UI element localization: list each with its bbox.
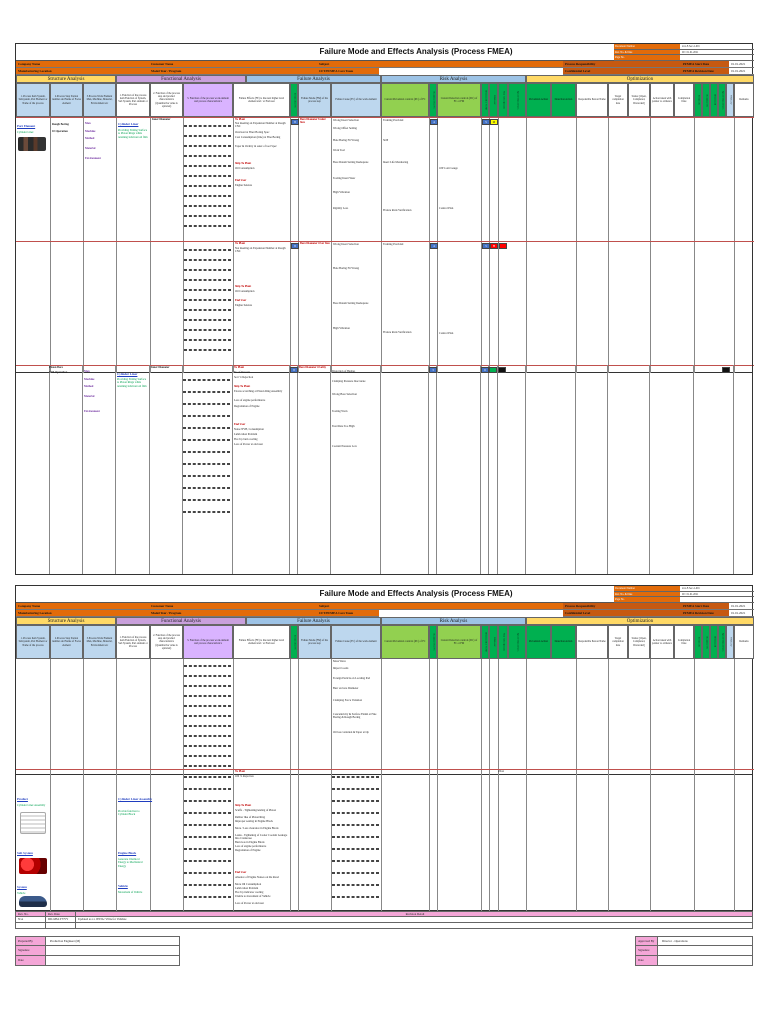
col-header: Severity (S) xyxy=(694,83,702,117)
effect-item: Taper & Ovality in outer of tool Spec xyxy=(235,145,277,148)
risk-analysis-header: Risk Analysis xyxy=(381,617,526,625)
detection-control: Control Plan xyxy=(439,332,454,335)
col-header: 2. Function of the process step and product characteristics (Quantitative value is optional) xyxy=(150,625,183,659)
failure-cause: Feed Rate Too High xyxy=(332,425,355,428)
failure-cause: Clamping Force Variation xyxy=(333,699,362,702)
product-label: Product xyxy=(17,797,28,801)
failure-cause: Burr on bore Diameter xyxy=(333,687,359,690)
function-engine: Generate Chemical Energy to Mechanical Energy xyxy=(118,858,143,868)
col-header: 2.Process Step Station number and Name of Focus element xyxy=(50,625,83,659)
start-date-value: 01.01.2021 xyxy=(729,61,754,68)
effect-item: Lubrication Problem xyxy=(234,433,258,436)
work-element-man: Man xyxy=(84,370,90,373)
effect-item: Fire Up indicator cooling xyxy=(235,891,264,894)
confidential-level-label: Confidential Level xyxy=(563,68,681,75)
functional-analysis-header: Functional Analysis xyxy=(116,617,246,625)
failure-cause: Coolant Pressure Low xyxy=(332,445,357,448)
col-header: 2.Process Step Station number and Name of Focus element xyxy=(50,83,83,117)
process-step-piston-bore: Piston Bore xyxy=(49,366,63,369)
meta-value: 00 / 01.01.2021 xyxy=(682,50,699,54)
col-header: Current Detection controls (DC) of FC or FM xyxy=(437,83,481,117)
col-header: Failure Effects (FE) to the next higher level element and / or End user xyxy=(233,625,290,659)
prepared-by-label: Prepared By xyxy=(16,937,46,945)
date-value[interactable] xyxy=(46,956,179,965)
col-header: Special Characteristics xyxy=(718,83,726,117)
col-header: Special Characteristics xyxy=(718,625,726,659)
severity-value: 8 xyxy=(290,367,298,373)
col-header: PFMEA AP xyxy=(489,625,498,659)
col-header: Target completion date xyxy=(608,83,628,117)
document-meta xyxy=(614,44,754,61)
col-header: Special Characteristics xyxy=(508,83,526,117)
effect-item: Not meeting an Expansion Number at Rough CNC xyxy=(235,122,286,129)
col-header: Failure Cause (FC) of the work element xyxy=(331,83,381,117)
failure-cause: Concentricity & Surface Finish at Fine Boring & Rough Boring xyxy=(333,713,377,720)
work-element-environment: Environment xyxy=(85,157,101,160)
effect-header: End User xyxy=(234,423,246,426)
effect-item: Loss of engine performance xyxy=(235,845,267,848)
effect-header: End User xyxy=(235,299,247,302)
effect-item: Not meeting an Expansion Number at Rough CNC xyxy=(235,247,286,254)
col-header: Occurrence (O) of FC xyxy=(429,625,437,659)
sub-system-label: Sub System xyxy=(17,851,33,855)
effect-item: Degradation of Engine xyxy=(235,849,261,852)
meta-key: Page No. xyxy=(614,597,680,602)
col-header: 1. Process Item System, Subsystem, Part Element or Name of the process xyxy=(16,625,50,659)
ap-value: M xyxy=(490,119,498,125)
failure-cause: Tooling Worn xyxy=(332,410,348,413)
effect-item: Burn Gas in Engine Block xyxy=(235,841,265,844)
failure-mode: Bore Diameter Under Size xyxy=(300,118,326,125)
fmea-body-block-4 xyxy=(15,768,753,911)
document-meta xyxy=(614,586,754,603)
col-header: Severity (S) of FE xyxy=(290,83,298,117)
effect-header: To Plant xyxy=(235,770,246,773)
process-responsibility-label: Process Responsibility xyxy=(563,61,681,68)
assembly-drawing-image xyxy=(20,812,46,834)
work-element-environment: Environment xyxy=(84,410,100,413)
effect-item: Loss of Power at end user xyxy=(235,902,264,905)
failure-cause: Rigidity Loss xyxy=(333,207,349,210)
col-header: Responsible Person Name xyxy=(576,83,608,117)
meta-key: Page No. xyxy=(614,55,680,60)
col-header: Target completion date xyxy=(608,625,628,659)
failure-mode: Bore Diameter Over Size xyxy=(300,242,330,245)
col-header: PFMEA AP xyxy=(726,625,734,659)
work-element-material: Material xyxy=(84,395,95,398)
cylinder-liner-image xyxy=(18,137,46,151)
effect-item: Sort % Rejection xyxy=(234,376,254,379)
effect-item: More Oil Consumption xyxy=(235,883,262,886)
prepared-by-block xyxy=(15,936,180,966)
meta-value: 00 / 01.01.2021 xyxy=(682,592,699,596)
col-header: Action taken with pointer to evidence xyxy=(650,625,674,659)
meta-key: Rev. No. & Date xyxy=(614,592,680,597)
risk-analysis-header: Risk Analysis xyxy=(381,75,526,83)
approved-by-value: Director - Operations xyxy=(662,939,688,943)
failure-cause: Hole Boring Fit Wrong xyxy=(333,267,360,270)
severity-value: 8 xyxy=(291,119,299,125)
prevention-control: Insert Life Monitoring xyxy=(383,161,409,164)
manufacturing-location-label: Manufacturing Location xyxy=(16,610,149,617)
optimization-header: Optimization xyxy=(526,75,754,83)
failure-analysis-header: Failure Analysis xyxy=(246,75,381,83)
document-title: Failure Mode and Effects Analysis (Process FMEA) xyxy=(319,589,513,598)
subject-label: Subject xyxy=(317,603,563,610)
structure-analysis-header: Structure Analysis xyxy=(16,617,116,625)
effect-header: To Plant xyxy=(234,366,245,369)
column-header-row xyxy=(16,625,754,659)
signature-value[interactable] xyxy=(46,946,179,955)
effect-item: Scuffs - Tightening/seizing of Piston xyxy=(235,809,276,812)
effect-item: Leaks - Tightening of Cooler Coolant Leakage Into Crankcase xyxy=(235,834,288,841)
info-row xyxy=(16,603,754,617)
effect-item: Unable to movement of Vehicle xyxy=(235,895,271,898)
effect-item: Oil Consumption xyxy=(235,290,255,293)
detection-control: Control Plan xyxy=(439,207,454,210)
revision-detail-header: Revision Detail xyxy=(405,912,425,916)
ap-flag xyxy=(499,243,507,249)
col-header: Detection Action xyxy=(551,83,576,117)
failure-cause: Tooling Insert Wear xyxy=(333,177,356,180)
col-header: Responsible Person Name xyxy=(576,625,608,659)
customer-name-label: Customer Name xyxy=(149,603,317,610)
product-text: Cylinder Liner Assembly xyxy=(17,804,46,807)
end-tag: eNon xyxy=(498,770,505,773)
col-header: Status: [Open, Completed, Discarded] xyxy=(628,625,650,659)
prevention-control: Training Provided xyxy=(383,243,404,246)
effect-item: Oil Consumption xyxy=(235,167,255,170)
rev-date-header: Rev. Date xyxy=(46,912,76,916)
col-header: Current Detection controls (DC) of FC or FM xyxy=(437,625,481,659)
functional-analysis-header: Functional Analysis xyxy=(116,75,246,83)
effect-item: 100 % Rejection xyxy=(235,775,254,778)
col-header: Action taken with pointer to evidence xyxy=(650,83,674,117)
prevention-control: SOP xyxy=(383,139,389,142)
col-header: Special Characteristics xyxy=(508,625,526,659)
date-value[interactable] xyxy=(658,956,752,965)
effect-item: Excess scratching at Piston Ring Assembly xyxy=(234,390,283,393)
revision-detail-value: Updated as r.r. JEITA/ VDA for Validate xyxy=(78,917,127,921)
start-date-label: PFMEA Start Date xyxy=(681,603,729,610)
revision-date-label: PFMEA Revision Date xyxy=(681,68,729,75)
manufacturing-location-label: Manufacturing Location xyxy=(16,68,149,75)
col-header: Occurrence (O) xyxy=(702,625,710,659)
effect-header: Ship To Plant xyxy=(235,285,252,288)
failure-cause: Foreign Particle on Locating Pad xyxy=(333,677,370,680)
effect-header: To Plant xyxy=(235,242,246,245)
failure-cause: High Vibration xyxy=(333,327,350,330)
col-header: PFMEA AP xyxy=(489,83,498,117)
meta-value xyxy=(680,597,754,602)
effect-item: Loss of Power at end user xyxy=(234,443,263,446)
function-description: Providing Sliding Surface to Piston Rings while retaining lubricant oil film xyxy=(118,129,148,139)
failure-cause: Hole Boring Fit Wrong xyxy=(333,139,360,142)
signature-value[interactable] xyxy=(658,946,752,955)
col-header: Detection Action xyxy=(551,625,576,659)
function-provide: Provide function to Cylinder Block xyxy=(118,810,140,817)
meta-value xyxy=(680,55,754,60)
failure-cause: Wrong Offset Setting xyxy=(333,127,357,130)
effect-item: Engine Seizure xyxy=(235,184,253,187)
fmea-body-page-1 xyxy=(16,117,754,373)
model-year-label: Model Year / Program xyxy=(149,68,317,75)
failure-cause: Wrong Bore Selection xyxy=(332,393,357,396)
work-element-material: Material xyxy=(85,147,96,150)
cft-label: CFT/PFMEA Core Team xyxy=(317,610,379,617)
structure-analysis-header: Structure Analysis xyxy=(16,75,116,83)
meta-value: xxx-F-Sec-2-001 xyxy=(682,587,700,590)
model-year-label: Model Year / Program xyxy=(149,610,317,617)
col-header: Detection (D) xyxy=(710,83,718,117)
start-date-label: PFMEA Start Date xyxy=(681,61,729,68)
section-header-row xyxy=(16,75,754,83)
col-header: 2. Function of the process step and product characteristics (Quantitative value is optional) xyxy=(150,83,183,117)
detection-value: 5 xyxy=(482,119,490,125)
revision-table xyxy=(15,911,753,929)
failure-cause: High Vibration xyxy=(333,191,350,194)
ap-flag-green xyxy=(489,367,497,373)
company-name-label: Company Name xyxy=(16,603,149,610)
approved-by-label: Approved By xyxy=(636,937,658,945)
effect-item: No of Rework xyxy=(234,371,251,374)
effect-item: Absence of Engine Noises on the Road xyxy=(235,876,279,879)
col-header: Remarks xyxy=(734,83,754,117)
optimization-header: Optimization xyxy=(526,617,754,625)
col-header: Status: [Open, Completed, Discarded] xyxy=(628,83,650,117)
col-header: Failure Cause (FC) of the work element xyxy=(331,625,381,659)
col-header: Prevention Action xyxy=(526,83,551,117)
occurrence-value: 4 xyxy=(430,119,438,125)
rev-date-value: DD-MM-YYYY xyxy=(46,917,76,922)
col-header: Occurrence (O) of FC xyxy=(429,83,437,117)
revision-date-value: 01.01.2021 xyxy=(729,68,754,75)
we-function-inner-diameter: Inner Diameter xyxy=(151,366,170,369)
function-cylinder-liner: Cylinder Liner xyxy=(117,372,138,376)
document-title: Failure Mode and Effects Analysis (Process FMEA) xyxy=(319,47,513,56)
failure-cause: Oil loss variation & Taper at Op xyxy=(333,731,369,734)
failure-cause: Clamping Pressure Inaccurate xyxy=(332,380,366,383)
col-header: Failure Mode (FM) of the process step xyxy=(298,625,331,659)
detection-control: 100% Air Gauge xyxy=(439,167,458,170)
vehicle-image xyxy=(19,896,47,907)
work-element-method: Method xyxy=(84,385,94,388)
title-row xyxy=(16,44,754,61)
effect-header: Ship To Plant xyxy=(235,162,252,165)
col-header: Detection (D) of FC/FM xyxy=(481,625,489,659)
col-header: 3. Function of the process work element and process characteristics xyxy=(183,83,233,117)
effect-header: Ship To Plant xyxy=(234,385,251,388)
failure-analysis-header: Failure Analysis xyxy=(246,617,381,625)
failure-mode: Bore Diameter Ovality xyxy=(299,366,327,369)
meta-value: xxx-F-Sec-2-001 xyxy=(682,45,700,48)
col-header: 1. Function of the process item Function of System, Sub System, Part element or Process xyxy=(116,83,150,117)
col-header: Filter Code (Optional) xyxy=(498,83,508,117)
severity-value: 8 xyxy=(291,243,299,249)
effect-item: Fire Up burn cooling xyxy=(234,438,258,441)
process-step-number: 10 Operation xyxy=(52,130,68,133)
date-label: Date xyxy=(636,956,658,965)
function-vehicle: Vehicle xyxy=(118,884,128,888)
effect-item: Rubber like of Piston Ring xyxy=(235,816,265,819)
ap-value: H xyxy=(490,243,498,249)
col-header: Current Prevention controls (PC) of FC xyxy=(381,625,429,659)
function-cylinder-liner: Cylinder Liner xyxy=(118,122,139,126)
company-name-label: Company Name xyxy=(16,61,149,68)
col-header: Severity (S) xyxy=(694,625,702,659)
failure-cause: Bore Datum Setting Inadequate xyxy=(333,161,369,164)
signature-label: Signature xyxy=(636,946,658,955)
col-header: Completion Date xyxy=(674,83,694,117)
prepared-by-value: Production Engineer (M) xyxy=(50,939,81,943)
detection-value: 6 xyxy=(481,367,489,373)
process-step-rough-boring: Rough Boring xyxy=(52,123,69,126)
meta-key: Rev. No. & Date xyxy=(614,50,680,55)
info-row xyxy=(16,61,754,75)
effect-item: Degradation of Engine xyxy=(234,405,260,408)
title-row xyxy=(16,586,754,603)
failure-cause: Impact Loads xyxy=(333,667,349,670)
work-element-method: Method xyxy=(85,137,95,140)
occurrence-value: 4 xyxy=(430,243,438,249)
effect-item: Improper seating in Engine Block xyxy=(235,820,273,823)
effect-item: Noise NVH, Consumption xyxy=(234,428,264,431)
function-vehicle-text: Movement of Vehicle xyxy=(118,891,143,894)
work-element-man: Man xyxy=(85,122,91,125)
customer-name-label: Customer Name xyxy=(149,61,317,68)
occurrence-value: 3 xyxy=(429,367,437,373)
col-header: 3.Process Work Element Man, Machine, Material, Environment etc xyxy=(83,625,116,659)
col-header: Failure Effects (FE) to the next higher level element and / or End user xyxy=(233,83,290,117)
we-function-inner-diameter: Inner Diameter xyxy=(152,118,171,121)
system-label: System xyxy=(17,885,27,889)
fmea-body-block-3 xyxy=(15,365,753,575)
col-header: Failure Mode (FM) of the process step xyxy=(298,83,331,117)
prevention-control: Fixture Rack Verification xyxy=(383,331,412,334)
revision-date-value: 01.01.2021 xyxy=(729,610,754,617)
signature-label: Signature xyxy=(16,946,46,955)
effect-item: Overload at Finer Boring Spec xyxy=(235,131,270,134)
effect-header: End User xyxy=(235,871,247,874)
start-date-value: 01.01.2021 xyxy=(729,603,754,610)
col-header: 3. Function of the process work element and process characteristics xyxy=(183,625,233,659)
function-engine-block: Engine Block xyxy=(118,851,137,855)
col-header: 1. Function of the process item Function of System, Sub System, Part element or Process xyxy=(116,625,150,659)
col-header: Completion Date xyxy=(674,625,694,659)
col-header: PFMEA AP xyxy=(726,83,734,117)
section-header-row xyxy=(16,617,754,625)
failure-cause: Wrong Insert Selection xyxy=(333,119,359,122)
failure-cause: Distortion of Bushes xyxy=(332,370,356,373)
process-step-number: 13th Operation xyxy=(49,371,68,374)
work-element-machine: Machine xyxy=(85,130,96,133)
effect-header: End User xyxy=(235,179,247,182)
fmea-body-page-2 xyxy=(16,659,754,775)
approved-by-block xyxy=(635,936,753,966)
col-header: 3.Process Work Element Man, Machine, Material, Environment etc xyxy=(83,83,116,117)
part-element-label: Part Element xyxy=(17,124,36,128)
fmea-sheet-page-2 xyxy=(15,585,753,775)
prevention-control: Fixture Rack Verification xyxy=(383,209,412,212)
failure-cause: Worn Tool xyxy=(333,149,345,152)
meta-key: Document Number xyxy=(614,44,680,49)
ap-flag-black-opt xyxy=(722,367,730,373)
col-header: Severity (S) of FE xyxy=(290,625,298,659)
meta-key: Document Number xyxy=(614,586,680,591)
failure-cause: Bore Datum Setting Inadequate xyxy=(333,302,369,305)
process-responsibility-label: Process Responsibility xyxy=(563,603,681,610)
column-header-row xyxy=(16,83,754,117)
col-header: 1. Process Item System, Subsystem, Part Element or Name of the process xyxy=(16,83,50,117)
effect-header: To Plant xyxy=(235,118,246,121)
effect-header: Ship To Plant xyxy=(235,804,252,807)
failure-cause: Mass Wave xyxy=(333,660,346,663)
col-header: Remarks xyxy=(734,625,754,659)
fmea-sheet-page-1 xyxy=(15,43,753,373)
vehicle-text: Vehicle xyxy=(17,892,26,895)
effect-item: More / Less clearance in Engine Block xyxy=(235,827,279,830)
effect-item: Cost Consumption (time) at Fine Boring xyxy=(235,136,281,139)
col-header: Current Prevention controls (PC) of FC xyxy=(381,83,429,117)
cylinder-liner-text: Cylinder Liner xyxy=(17,131,34,134)
subject-label: Subject xyxy=(317,61,563,68)
prevention-control: Training Provided xyxy=(383,119,404,122)
detection-value: 5 xyxy=(482,243,490,249)
rev-no-value: N/A xyxy=(16,917,46,922)
col-header: Occurrence (O) xyxy=(702,83,710,117)
date-label: Date xyxy=(16,956,46,965)
effect-item: Lubrication Problem xyxy=(235,887,259,890)
cft-label: CFT/PFMEA Core Team xyxy=(317,68,379,75)
function-description: Providing Sliding Surface to Piston Rings while retaining lubricant oil film xyxy=(117,378,147,388)
effect-item: Engine Seizure xyxy=(235,304,253,307)
revision-date-label: PFMEA Revision Date xyxy=(681,610,729,617)
rev-no-header: Rev. No. xyxy=(16,912,46,916)
col-header: Filter Code (Optional) xyxy=(498,625,508,659)
ap-flag-black xyxy=(498,367,506,373)
col-header: Detection (D) of FC/FM xyxy=(481,83,489,117)
engine-block-image xyxy=(19,858,47,874)
confidential-level-label: Confidential Level xyxy=(563,610,681,617)
col-header: Prevention Action xyxy=(526,625,551,659)
work-element-machine: Machine xyxy=(84,378,95,381)
effect-item: Loss of engine performance xyxy=(234,399,266,402)
function-cylinder-assembly: Cylinder Liner Assembly xyxy=(118,797,153,801)
col-header: Detection (D) xyxy=(710,625,718,659)
failure-cause: Wrong Insert Selection xyxy=(333,243,359,246)
